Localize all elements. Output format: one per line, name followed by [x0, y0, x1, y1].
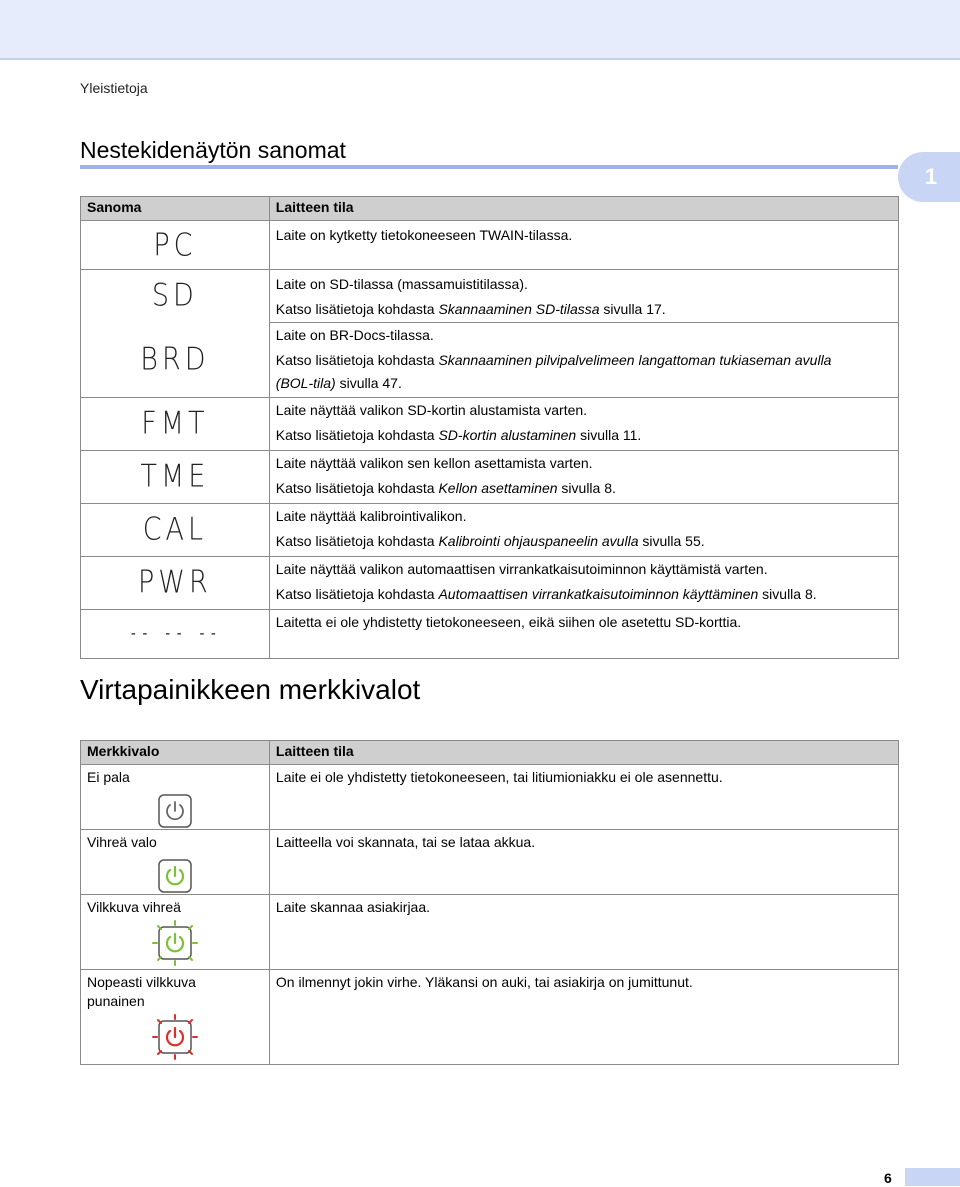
power-green-icon: [157, 859, 193, 893]
lcd-display-sd: SD: [151, 277, 198, 313]
state-reference: Katso lisätietoja kohdasta SD-kortin alustaminen sivulla 11.: [275, 426, 642, 443]
indicator-label: Nopeasti vilkkuva punainen: [87, 974, 196, 1009]
header-indicator: Merkkivalo: [81, 741, 270, 765]
header-message: Sanoma: [81, 197, 270, 221]
state-reference: Katso lisätietoja kohdasta Kellon asettaminen sivulla 8.: [275, 479, 616, 496]
header-device-state: Laitteen tila: [269, 741, 898, 765]
power-red-blink-icon: [151, 1014, 199, 1060]
power-indicator-table: [80, 740, 899, 1065]
lcd-display-dashes: -- -- --: [129, 624, 221, 643]
indicator-state: Laite skannaa asiakirjaa.: [275, 899, 431, 915]
indicator-label: Vihreä valo: [87, 834, 157, 850]
lcd-messages-table: [80, 196, 899, 659]
chapter-tab: 1: [898, 152, 960, 202]
state-reference: Katso lisätietoja kohdasta Automaattisen virrankatkaisutoiminnon käyttäminen sivulla 8.: [275, 585, 817, 602]
power-green-blink-icon: [151, 920, 199, 966]
top-bar: [0, 0, 960, 60]
state-reference: Katso lisätietoja kohdasta Skannaaminen pilvipalvelimeen langattoman tukiaseman avulla: [275, 352, 832, 368]
breadcrumb: Yleistietoja: [80, 80, 148, 96]
page-number-bar: [905, 1168, 960, 1186]
lcd-display-fmt: FMT: [141, 405, 209, 442]
lcd-display-cal: CAL: [142, 511, 208, 548]
indicator-state: Laitteella voi skannata, tai se lataa akkua.: [275, 834, 536, 850]
indicator-label: Ei pala: [87, 769, 130, 785]
state-reference: Katso lisätietoja kohdasta Kalibrointi ohjauspaneelin avulla sivulla 55.: [275, 532, 705, 549]
section-title-power-indicators: Virtapainikkeen merkkivalot: [80, 674, 421, 705]
state-line: Laite on BR-Docs-tilassa.: [275, 327, 434, 343]
section-title-lcd-messages: Nestekidenäytön sanomat: [80, 137, 346, 163]
state-reference-cont: (BOL-tila) sivulla 47.: [275, 375, 402, 391]
indicator-state: On ilmennyt jokin virhe. Yläkansi on auki, tai asiakirja on jumittunut.: [275, 974, 693, 990]
header-device-state: Laitteen tila: [269, 197, 898, 221]
page-number: 6: [884, 1170, 892, 1186]
lcd-display-brd: BRD: [140, 341, 210, 378]
state-line: Laite näyttää valikon automaattisen virrankatkaisutoiminnon käyttämistä varten.: [275, 560, 768, 577]
title-underline: [80, 165, 898, 169]
state-line: Laite näyttää kalibrointivalikon.: [275, 507, 467, 524]
state-line: Laitetta ei ole yhdistetty tietokoneeseen, eikä siihen ole asetettu SD-korttia.: [275, 613, 742, 630]
power-off-icon: [157, 794, 193, 828]
state-line: Laite näyttää valikon SD-kortin alustamista varten.: [275, 401, 588, 418]
lcd-display-pc: PC: [153, 227, 197, 263]
indicator-state: Laite ei ole yhdistetty tietokoneeseen, tai litiumioniakku ei ole asennettu.: [275, 769, 723, 785]
state-reference: Katso lisätietoja kohdasta Skannaaminen SD-tilassa sivulla 17.: [275, 301, 666, 317]
state-line: Laite näyttää valikon sen kellon asettamista varten.: [275, 454, 593, 471]
lcd-display-pwr: PWR: [138, 564, 212, 601]
indicator-label: Vilkkuva vihreä: [87, 899, 181, 915]
state-line: Laite on kytketty tietokoneeseen TWAIN-tilassa.: [275, 227, 573, 243]
lcd-display-tme: TME: [140, 458, 210, 495]
state-line: Laite on SD-tilassa (massamuistitilassa).: [275, 276, 528, 292]
